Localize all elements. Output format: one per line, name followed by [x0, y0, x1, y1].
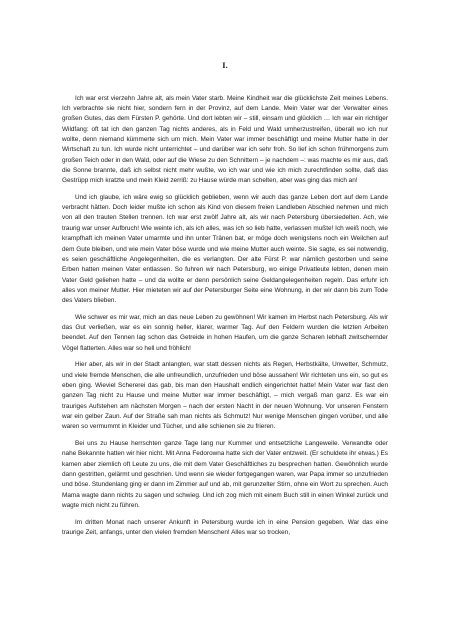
chapter-heading: I.	[222, 60, 228, 70]
paragraph-3: Wie schwer es mir war, mich an das neue Leben zu gewöhnen! Wir kamen im Herbst nach Petersburg. Als wir das Gut verließen, war es ein sonnig heller, klarer, warmer Tag. Auf den Feldern wurden die letzten Arbeiten beendet. Auf den Tennen lag schon das Getreide in hohen Haufen, um die ganze Scharen lebhaft zwitschernder Vögel flatterten. Alles war so hell und fröhlich!	[62, 313, 388, 352]
paragraph-5: Bei uns zu Hause herrschten ganze Tage lang nur Kummer und entsetzliche Langeweile. Verwandte oder nahe Bekannte hatten wir hier nicht. Mit Anna Fedorowna hatte sich der Vater entzweit. (Er schuldete ihr etwas.) Es kamen aber ziemlich oft Leute zu uns, die mit dem Vater Geschäftliches zu besprechen hatten. Gewöhnlich wurde dann gestritten, gelärmt und geschrien. Und wenn sie wieder fortgegangen waren, war Papa immer so unzufrieden und böse. Stundenlang ging er dann im Zimmer auf und ab, mit gerunzelter Stirn, ohne ein Wort zu sprechen. Auch Mama wagte dann nichts zu sagen und schwieg. Und ich zog mich mit einem Buch still in einen Winkel zurück und wagte mich nicht zu führen.	[62, 439, 388, 509]
paragraph-4: Hier aber, als wir in der Stadt anlangten, war statt dessen nichts als Regen, Herbstkälte, Unwetter, Schmutz, und viele fremde Menschen, die alle unfreundlich, unzufrieden und böse aussahen! Wir richteten uns ein, so gut es eben ging. Wieviel Schererei das gab, bis man den Haushalt endlich eingerichtet hatte! Mein Vater war fast den ganzen Tag nicht zu Hause und meine Mutter war immer beschäftigt, – mich vergaß man ganz. Es war ein trauriges Aufstehen am nächsten Morgen – nach der ersten Nacht in der neuen Wohnung. Vor unseren Fenstern war ein gelber Zaun. Auf der Straße sah man nichts als Schmutz! Nur wenige Menschen gingen vorüber, und alle waren so vermummt in Kleider und Tücher, und alle schienen sie zu frieren.	[62, 361, 388, 431]
paragraph-6: Im dritten Monat nach unserer Ankunft in Petersburg wurde ich in eine Pension gegeben. War das eine traurige Zeit, anfangs, unter den vielen fremden Menschen! Alles war so trocken,	[62, 518, 388, 536]
paragraph-2: Und ich glaube, ich wäre ewig so glücklich geblieben, wenn wir auch das ganze Leben dort auf dem Lande verbracht hätten. Doch leider mußte ich schon als Kind von diesem freien Landleben Abschied nehmen und mich von all den trauten Stellen trennen. Ich war erst zwölf Jahre alt, als wir nach Petersburg übersiedelten. Ach, wie traurig war unser Aufbruch! Wie weinte ich, als ich alles, was ich so lieb hatte, verlassen mußte! Ich weiß noch, wie krampfhaft ich meinen Vater umarmte und ihn unter Tränen bat, er möge doch wenigstens noch ein Weilchen auf dem Gute bleiben, und wie mein Vater böse wurde und wie meine Mutter auch weinte. Sie sagte, es sei notwendig, es seien geschäftliche Angelegenheiten, die es verlangten. Der alte Fürst P. war nämlich gestorben und seine Erben hatten meinen Vater entlassen. So fuhren wir nach Petersburg, wo einige Privatleute lebten, denen mein Vater Geld geliehen hatte – und da wollte er denn persönlich seine Geldangelegenheiten regeln. Das erfuhr ich alles von meiner Mutter. Hier mieteten wir auf der Petersburger Seite eine Wohnung, in der wir dann bis zum Tode des Vaters blieben.	[62, 193, 388, 305]
paragraph-1: Ich war erst vierzehn Jahre alt, als mein Vater starb. Meine Kindheit war die glücklichste Zeit meines Lebens. Ich verbrachte sie nicht hier, sondern fern in der Provinz, auf dem Lande. Mein Vater war der Verwalter eines großen Gutes, das dem Fürsten P. gehörte. Und dort lebten wir – still, einsam und glücklich … Ich war ein richtiger Wildfang: oft tat ich den ganzen Tag nichts anderes, als in Feld und Wald umherzustreifen, überall wo ich nur wollte, denn niemand kümmerte sich um mich. Mein Vater war immer beschäftigt und meine Mutter hatte in der Wirtschaft zu tun. Ich wurde nicht unterrichtet – und darüber war ich sehr froh. So lief ich schon frühmorgens zum großen Teich oder in den Wald, oder auf die Wiese zu den Schnittern – je nachdem –: was machte es mir aus, daß die Sonne brannte, daß ich selbst nicht mehr wußte, wo ich war und wie ich mich zurechtfinden sollte, daß das Gestrüpp mich kratzte und mein Kleid zerriß: zu Hause würde man schelten, aber was ging das mich an!	[62, 94, 388, 185]
